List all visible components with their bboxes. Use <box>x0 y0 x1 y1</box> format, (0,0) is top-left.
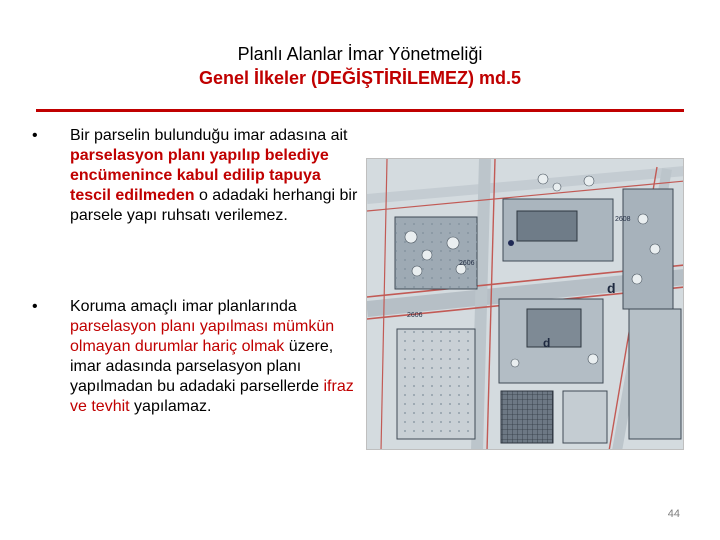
title-line-1: Planlı Alanlar İmar Yönetmeliği <box>237 44 483 64</box>
bullet-marker: • <box>32 127 38 144</box>
map-label: 2606 <box>459 260 475 267</box>
bullet-1-seg-1: Bir parselin bulunduğu imar adasına ait <box>70 127 348 144</box>
bullet-2-seg-1: Koruma amaçlı imar planlarında <box>70 298 297 315</box>
map-label: 2606 <box>407 312 423 319</box>
bullet-2-seg-2: parselasyon planı yapılması mümkün olmayan durumlar hariç olmak <box>70 318 335 355</box>
bullet-marker: • <box>32 298 38 315</box>
bullet-2-seg-5: yapılamaz. <box>129 398 212 415</box>
bullet-2-text <box>70 298 354 415</box>
page-number: 44 <box>667 508 680 520</box>
bullet-item-2 <box>30 297 360 417</box>
slide-title <box>60 42 660 90</box>
cadastral-plan-photo-icon <box>367 159 684 450</box>
map-label: d <box>543 336 551 350</box>
map-label: 2608 <box>615 216 631 223</box>
bullet-2-seg-4: ifraz ve tevhit <box>70 378 354 415</box>
title-divider <box>36 109 684 112</box>
bullet-1-seg-3: o adadaki herhangi bir parsele yapı ruhsatı verilemez. <box>70 187 358 224</box>
bullet-2-seg-3: üzere, imar adasında parselasyon planı yapılmadan bu adadaki parsellerde <box>70 338 334 395</box>
bullet-1-seg-2: parselasyon planı yapılıp belediye encümenince kabul edilip tapuya tescil edilmeden <box>70 147 329 204</box>
bullet-1-text <box>70 127 357 224</box>
cadastral-plan-image <box>366 158 684 450</box>
title-line-2: Genel İlkeler (DEĞİŞTİRİLEMEZ) md.5 <box>198 68 522 88</box>
map-label: d <box>607 280 616 296</box>
bullet-list <box>30 126 360 417</box>
bullet-item-1 <box>30 126 360 226</box>
